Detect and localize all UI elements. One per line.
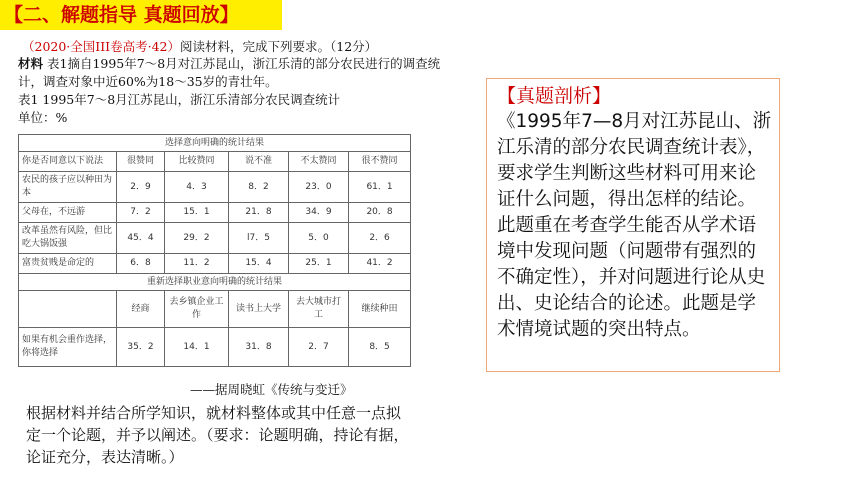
table-cell: 2．6: [349, 223, 411, 254]
table-cell: 6．8: [117, 254, 165, 274]
table-cell: 31．8: [229, 328, 289, 367]
material-text: 表1摘自1995年7～8月对江苏昆山，浙江乐清的部分农民进行的调查统计，调查对象中近60%为18～35岁的青壮年。: [18, 56, 441, 89]
table-cell: 7．2: [117, 203, 165, 223]
table-cell: 34．9: [289, 203, 349, 223]
table-header-cell: 去乡镇企业工作: [165, 291, 229, 328]
table-cell: 25．1: [289, 254, 349, 274]
unit-label: 单位：%: [18, 110, 68, 125]
table-header-cell: 很不赞同: [349, 152, 411, 172]
row-label: 父母在，不远游: [19, 203, 117, 223]
table-cell: 15．4: [229, 254, 289, 274]
table-cell: 8．2: [229, 172, 289, 203]
table-row: [19, 203, 411, 223]
survey-table: [18, 134, 411, 367]
table-row: [19, 223, 411, 254]
analysis-text: 《1995年7—8月对江苏昆山、浙江乐清的部分农民调查统计表》，要求学生判断这些材料可用来论证什么问题，得出怎样的结论。此题重在考查学生能否从学术语境中发现问题（问题带有强烈的不确定性），并对问题进行论从史出、史论结合的论述。此题是学术情境试题的突出特点。: [497, 111, 772, 340]
table-cell: l7．5: [229, 223, 289, 254]
row-label: 农民的孩子应以种田为本: [19, 172, 117, 203]
table-cell: 20．8: [349, 203, 411, 223]
table-caption: 表1 1995年7～8月江苏昆山，浙江乐清部分农民调查统计: [18, 92, 341, 107]
table-cell: 41．2: [349, 254, 411, 274]
section-header: 【二、解题指导 真题回放】: [0, 0, 282, 30]
row-label: 改革虽然有风险，但比吃大锅饭强: [19, 223, 117, 254]
table-header-cell: 去大城市打工: [289, 291, 349, 328]
section1-title: 选择意向明确的统计结果: [19, 135, 411, 152]
table-header-cell: 很赞同: [117, 152, 165, 172]
question-text: 根据材料并结合所学知识，就材料整体或其中任意一点拟定一个论题，并予以阐述。（要求：论题明确，持论有据，论证充分，表达清晰。）: [26, 404, 409, 466]
table-cell: 2．7: [289, 328, 349, 367]
table-header-cell: 说不准: [229, 152, 289, 172]
analysis-box: [486, 78, 780, 372]
table-row: [19, 172, 411, 203]
table-cell: 4．3: [165, 172, 229, 203]
table-header-cell: 继续种田: [349, 291, 411, 328]
table-row: [19, 328, 411, 367]
exam-tag: （2020·全国III卷高考·42）: [22, 39, 180, 54]
table-header-cell: 读书上大学: [229, 291, 289, 328]
instruction-text: 阅读材料，完成下列要求。（12分）: [179, 39, 378, 54]
table-header-cell: 你是否同意以下说法: [19, 152, 117, 172]
material-block: [18, 55, 454, 127]
table-cell: 29．2: [165, 223, 229, 254]
table-header-cell: [19, 291, 117, 328]
table-cell: 8．5: [349, 328, 411, 367]
table-header-cell: 经商: [117, 291, 165, 328]
question-source: [22, 37, 377, 55]
table-cell: 23．0: [289, 172, 349, 203]
citation: ——据周晓虹《传统与变迁》: [190, 382, 353, 397]
table-cell: 15．1: [165, 203, 229, 223]
table-cell: 21．8: [229, 203, 289, 223]
table-header-cell: 不太赞同: [289, 152, 349, 172]
table-cell: 14．1: [165, 328, 229, 367]
table-row: [19, 254, 411, 274]
table-cell: 2．9: [117, 172, 165, 203]
material-label: 材料: [18, 56, 44, 71]
row-label: 富贵贫贱是命定的: [19, 254, 117, 274]
analysis-title: 【真题剖析】: [497, 85, 612, 107]
table-header-cell: 比较赞同: [165, 152, 229, 172]
table-cell: 45．4: [117, 223, 165, 254]
section2-title: 重新选择职业意向明确的统计结果: [19, 274, 411, 291]
table-cell: 5．0: [289, 223, 349, 254]
table-cell: 35．2: [117, 328, 165, 367]
table-cell: 61．1: [349, 172, 411, 203]
table-cell: 11．2: [165, 254, 229, 274]
row-label: 如果有机会重作选择，你将选择: [19, 328, 117, 367]
